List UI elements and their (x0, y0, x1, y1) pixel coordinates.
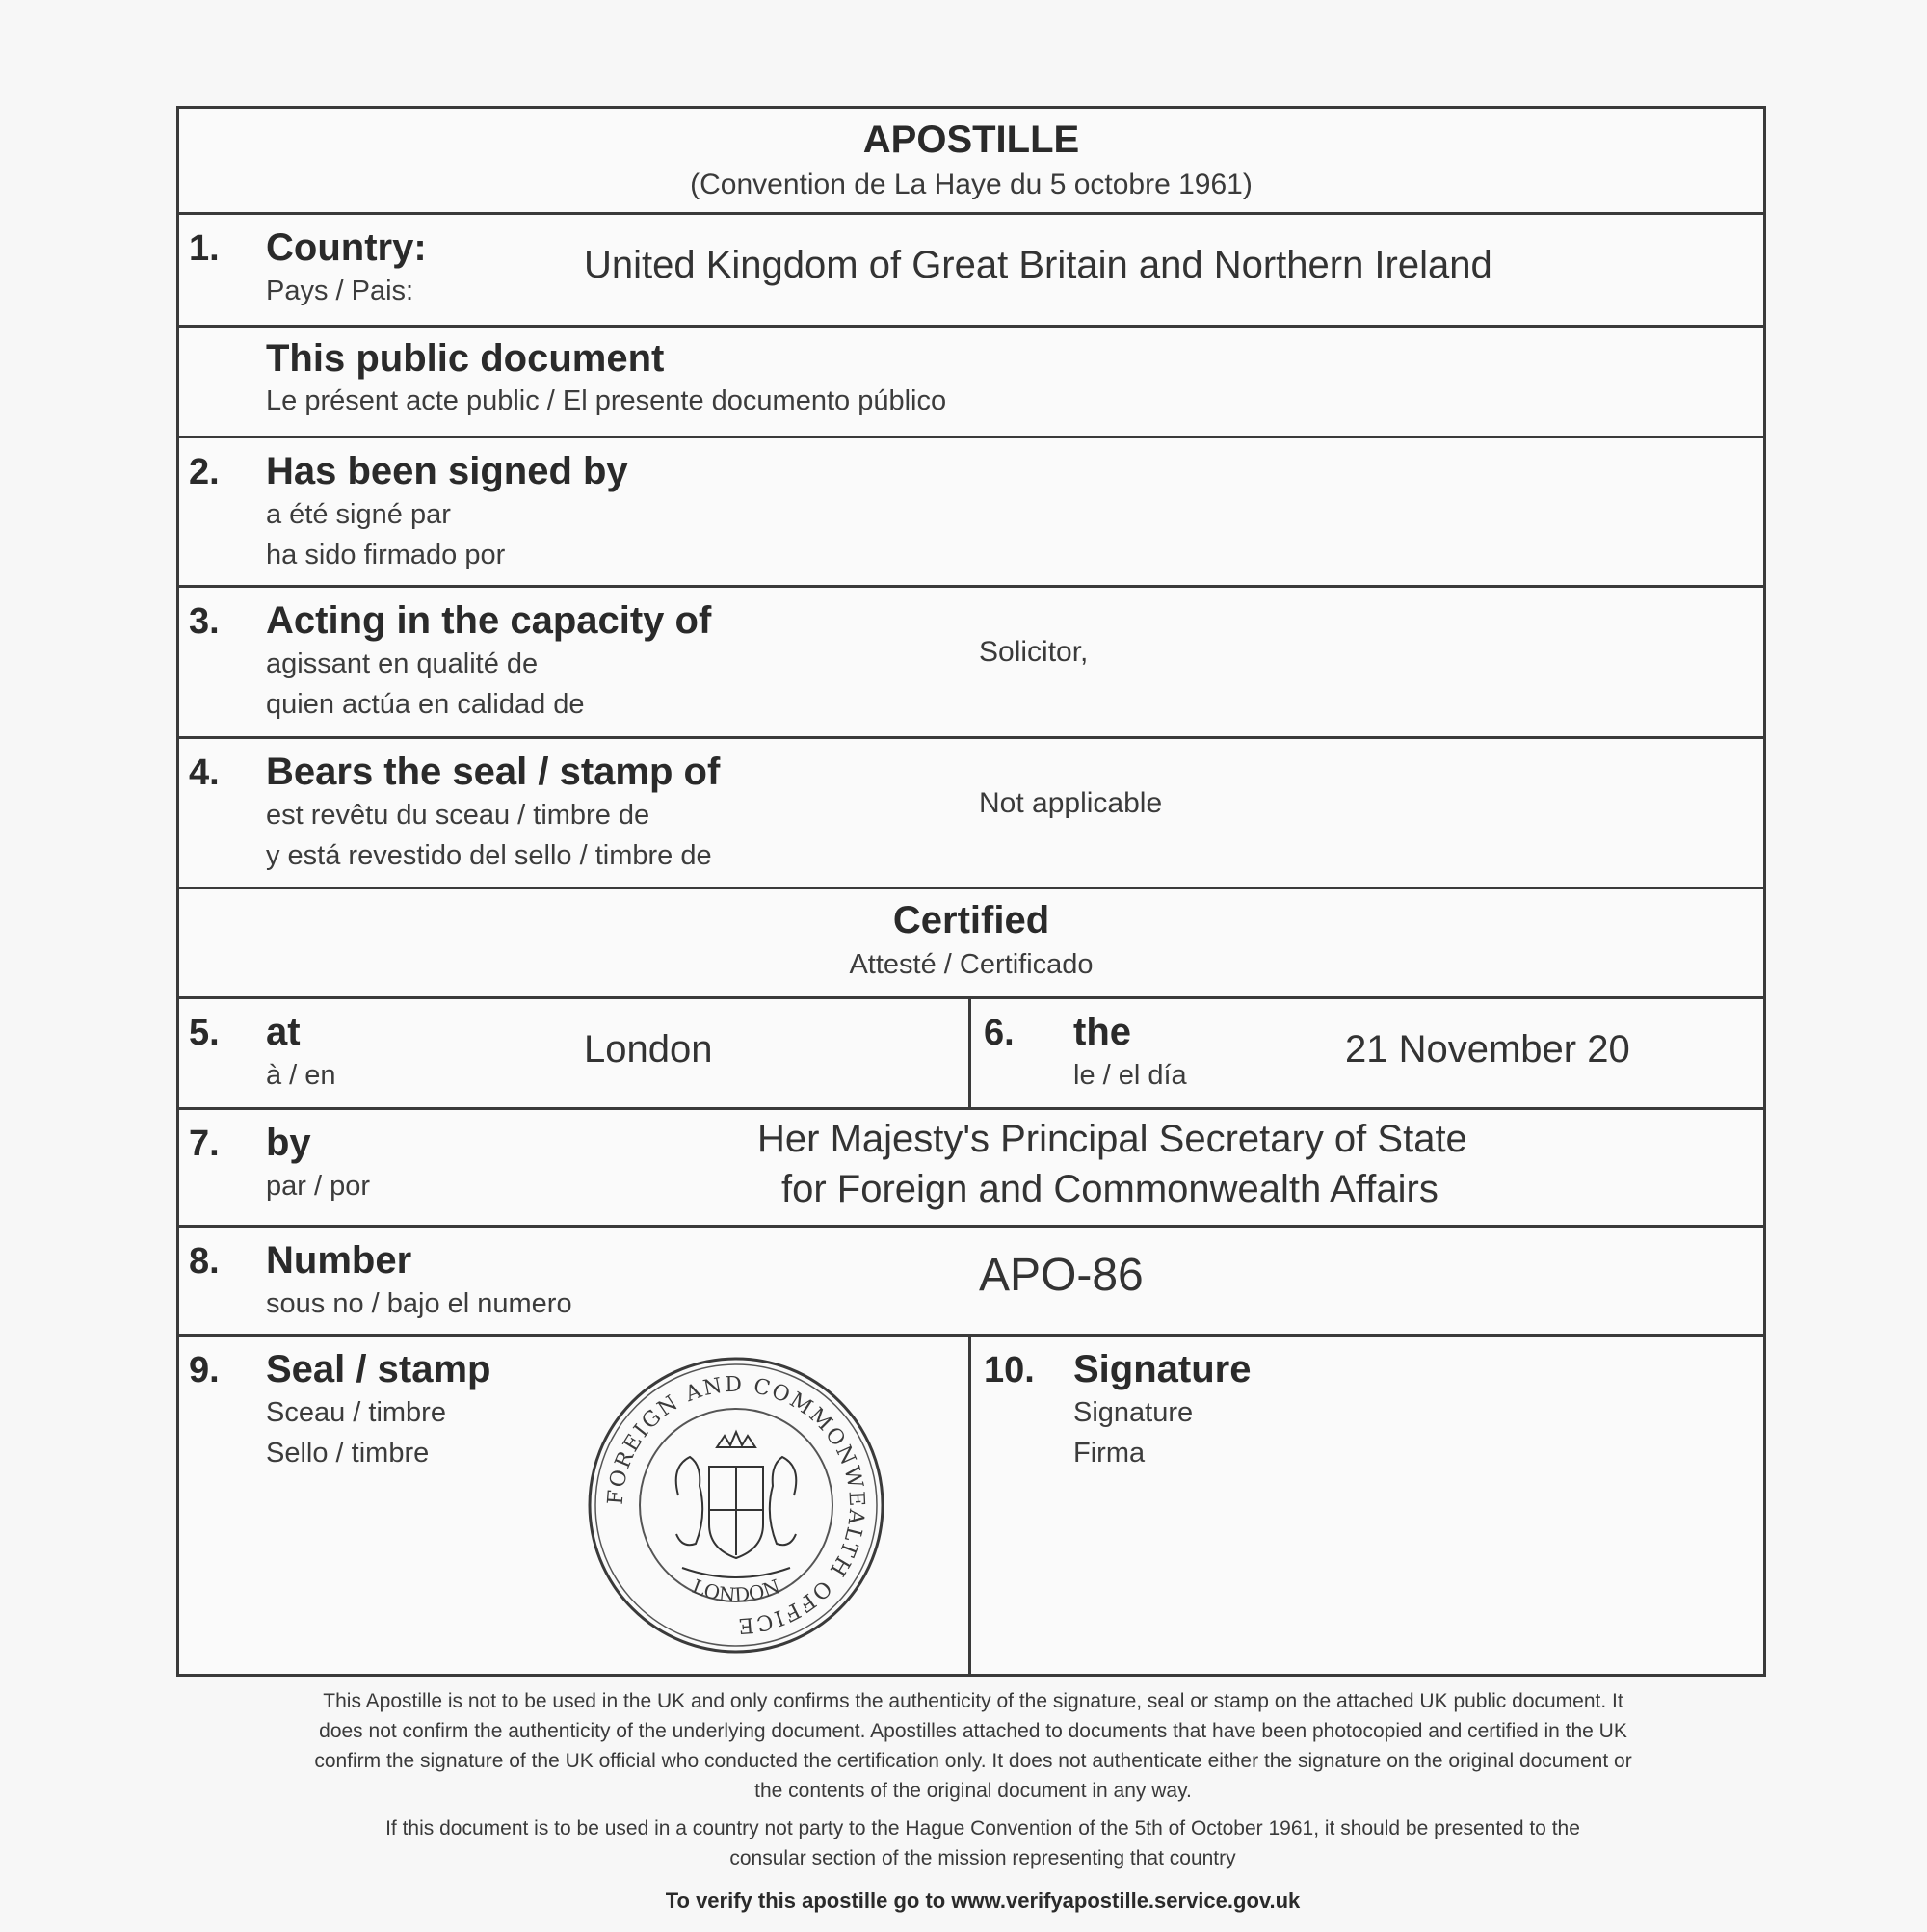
country-sublabel: Pays / Pais: (266, 276, 414, 306)
capacity-sublabel-es: quien actúa en calidad de (266, 689, 585, 720)
seal-stamp-label: Seal / stamp (266, 1348, 491, 1390)
field-number: 1. (189, 228, 220, 269)
certified-sublabel: Attesté / Certificado (849, 949, 1094, 980)
by-value-line2: for Foreign and Commonwealth Affairs (781, 1168, 1439, 1210)
seal-of-sublabel-es: y está revestido del sello / timbre de (266, 840, 712, 871)
capacity-label: Acting in the capacity of (266, 599, 712, 642)
seal-of-label: Bears the seal / stamp of (266, 751, 721, 793)
date-sublabel: le / el día (1073, 1060, 1187, 1091)
signed-by-sublabel-fr: a été signé par (266, 499, 451, 530)
signed-by-sublabel-es: ha sido firmado por (266, 540, 506, 570)
column-divider (968, 999, 971, 1107)
seal-ring-text: FOREIGN AND COMMONWEALTH OFFICE (603, 1372, 869, 1638)
field-number: 8. (189, 1241, 220, 1282)
seal-of-sublabel-fr: est revêtu du sceau / timbre de (266, 800, 650, 831)
seal-stamp-sublabel-fr: Sceau / timbre (266, 1397, 446, 1428)
at-date-row (179, 999, 1763, 1110)
public-document-sublabel: Le présent acte public / El presente documento público (266, 385, 947, 416)
field-number: 7. (189, 1124, 220, 1164)
public-document-row (179, 328, 1763, 438)
seal-signature-row (179, 1337, 1763, 1674)
signed-by-label: Has been signed by (266, 450, 628, 492)
number-label: Number (266, 1239, 412, 1282)
at-sublabel: à / en (266, 1060, 336, 1091)
capacity-row (179, 588, 1763, 739)
signature-sublabel-es: Firma (1073, 1438, 1146, 1469)
date-value: 21 November 20 (1345, 1028, 1630, 1071)
country-value: United Kingdom of Great Britain and Northern Ireland (584, 244, 1492, 286)
field-number: 9. (189, 1350, 220, 1390)
apostille-form (176, 106, 1766, 1677)
header-row (179, 109, 1763, 215)
signature-sublabel-fr: Signature (1073, 1397, 1194, 1428)
apostille-subtitle: (Convention de La Haye du 5 octobre 1961) (690, 169, 1253, 200)
footer-non-party-note: If this document is to be used in a country not party to the Hague Convention of the 5th of October 1961, it should be presented to the consular section of the mission representing that country (385, 1817, 1580, 1869)
apostille-title: APOSTILLE (862, 119, 1080, 161)
certified-row (179, 889, 1763, 999)
footer-disclaimer: This Apostille is not to be used in the UK and only confirms the authenticity of the signature, seal or stamp on the attached UK public document. It does not confirm the authenticity of the underlying document. Apostilles attached to documents that have been photocopied and certified in the UK confirm the signature of the UK official who conducted the certification only. It does not authenticate either the signature on the original document or the contents of the original document in any way. (314, 1690, 1632, 1802)
svg-text:LONDON (689, 1575, 783, 1606)
by-label: by (266, 1122, 311, 1164)
capacity-value: Solicitor, (979, 636, 1089, 668)
by-sublabel: par / por (266, 1171, 370, 1202)
country-label: Country: (266, 226, 427, 269)
capacity-sublabel-fr: agissant en qualité de (266, 648, 539, 679)
field-number: 2. (189, 452, 220, 492)
field-number: 10. (984, 1350, 1035, 1390)
number-value: APO-86 (979, 1250, 1144, 1301)
signature-label: Signature (1073, 1348, 1252, 1390)
field-number: 5. (189, 1013, 220, 1053)
country-row (179, 215, 1763, 328)
seal-bottom-text: LONDON (689, 1575, 783, 1607)
signed-by-row (179, 438, 1763, 588)
field-number: 6. (984, 1013, 1015, 1053)
number-row (179, 1228, 1763, 1337)
number-sublabel: sous no / bajo el numero (266, 1288, 572, 1319)
public-document-label: This public document (266, 337, 665, 380)
field-number: 3. (189, 601, 220, 642)
seal-of-value: Not applicable (979, 787, 1163, 819)
field-number: 4. (189, 753, 220, 793)
at-value: London (584, 1028, 713, 1071)
seal-stamp-sublabel-es: Sello / timbre (266, 1438, 430, 1469)
by-value-line1: Her Majesty's Principal Secretary of State (757, 1118, 1467, 1160)
at-label: at (266, 1011, 301, 1053)
seal-of-row (179, 739, 1763, 889)
column-divider (968, 1337, 971, 1674)
footer-verify-link[interactable]: To verify this apostille go to www.verifyapostille.service.gov.uk (665, 1889, 1301, 1913)
certified-label: Certified (892, 899, 1050, 941)
date-label: the (1073, 1011, 1131, 1053)
fco-seal-icon (582, 1351, 890, 1659)
by-row (179, 1110, 1763, 1228)
